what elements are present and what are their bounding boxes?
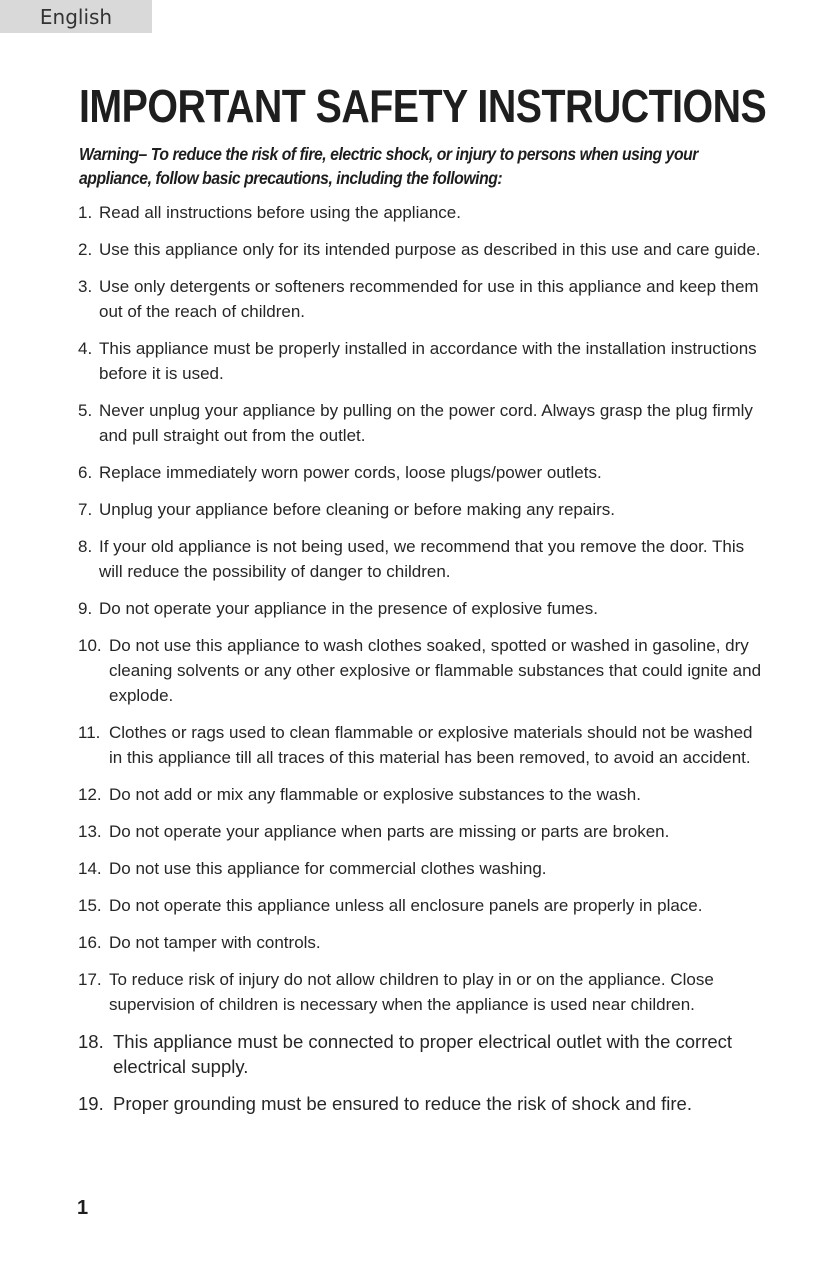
list-item: [78, 930, 768, 955]
item-number: 9.: [78, 599, 93, 618]
item-text: Do not use this appliance for commercial clothes washing.: [109, 859, 547, 878]
item-number: 5.: [78, 401, 93, 420]
language-tab: English: [0, 0, 152, 33]
item-number: 11.: [78, 723, 101, 742]
list-item: [78, 497, 768, 522]
list-item: [78, 460, 768, 485]
list-item: [78, 1029, 768, 1079]
list-item: [78, 856, 768, 881]
item-text: Do not operate your appliance when parts are missing or parts are broken.: [109, 822, 670, 841]
item-number: 7.: [78, 500, 93, 519]
list-item: [78, 893, 768, 918]
item-number: 12.: [78, 785, 102, 804]
item-number: 8.: [78, 537, 93, 556]
item-text: Do not add or mix any flammable or explosive substances to the wash.: [109, 785, 641, 804]
list-item: [78, 398, 768, 448]
item-number: 17.: [78, 970, 102, 989]
item-number: 14.: [78, 859, 102, 878]
item-text: Do not operate this appliance unless all enclosure panels are properly in place.: [109, 896, 703, 915]
item-number: 18.: [78, 1031, 104, 1052]
item-text: If your old appliance is not being used, we recommend that you remove the door. This will reduce the possibility of danger to children.: [99, 537, 745, 581]
item-text: Do not operate your appliance in the presence of explosive fumes.: [99, 599, 598, 618]
item-text: Read all instructions before using the appliance.: [99, 203, 461, 222]
list-item: [78, 596, 768, 621]
item-number: 2.: [78, 240, 93, 259]
list-item: [78, 782, 768, 807]
list-item: [78, 534, 768, 584]
item-number: 6.: [78, 463, 93, 482]
list-item: [78, 720, 768, 770]
page-title: IMPORTANT SAFETY INSTRUCTIONS: [79, 80, 767, 132]
safety-instructions-list: [78, 200, 768, 1128]
item-text: Do not use this appliance to wash clothes soaked, spotted or washed in gasoline, dry cleaning solvents or any other explosive or flammable substances that could ignite and explode.: [109, 636, 762, 705]
list-item: [78, 274, 768, 324]
list-item: [78, 1091, 768, 1116]
warning-text: Warning– To reduce the risk of fire, electric shock, or injury to persons when using your appliance, follow basic precautions, including the following:: [79, 144, 698, 188]
list-item: [78, 819, 768, 844]
page-number: 1: [77, 1197, 89, 1219]
item-number: 10.: [78, 636, 102, 655]
item-text: Replace immediately worn power cords, loose plugs/power outlets.: [99, 463, 602, 482]
list-item: [78, 967, 768, 1017]
list-item: [78, 237, 768, 262]
item-text: Never unplug your appliance by pulling on the power cord. Always grasp the plug firmly and pull straight out from the outlet.: [99, 401, 753, 445]
item-number: 16.: [78, 933, 102, 952]
list-item: [78, 336, 768, 386]
item-number: 15.: [78, 896, 102, 915]
item-number: 3.: [78, 277, 93, 296]
item-text: Unplug your appliance before cleaning or before making any repairs.: [99, 500, 615, 519]
item-text: This appliance must be connected to proper electrical outlet with the correct electrical supply.: [113, 1031, 733, 1077]
item-number: 19.: [78, 1093, 104, 1114]
item-number: 1.: [78, 203, 93, 222]
item-text: Use this appliance only for its intended purpose as described in this use and care guide.: [99, 240, 761, 259]
item-text: Use only detergents or softeners recommended for use in this appliance and keep them out of the reach of children.: [99, 277, 759, 321]
list-item: [78, 200, 768, 225]
item-text: To reduce risk of injury do not allow children to play in or on the appliance. Close supervision of children is necessary when the appliance is used near children.: [109, 970, 714, 1014]
item-number: 4.: [78, 339, 93, 358]
list-item: [78, 633, 768, 708]
item-number: 13.: [78, 822, 102, 841]
item-text: This appliance must be properly installed in accordance with the installation instructions before it is used.: [99, 339, 757, 383]
item-text: Do not tamper with controls.: [109, 933, 321, 952]
item-text: Clothes or rags used to clean flammable or explosive materials should not be washed in this appliance till all traces of this material has been removed, to avoid an accident.: [109, 723, 753, 767]
item-text: Proper grounding must be ensured to reduce the risk of shock and fire.: [113, 1093, 692, 1114]
